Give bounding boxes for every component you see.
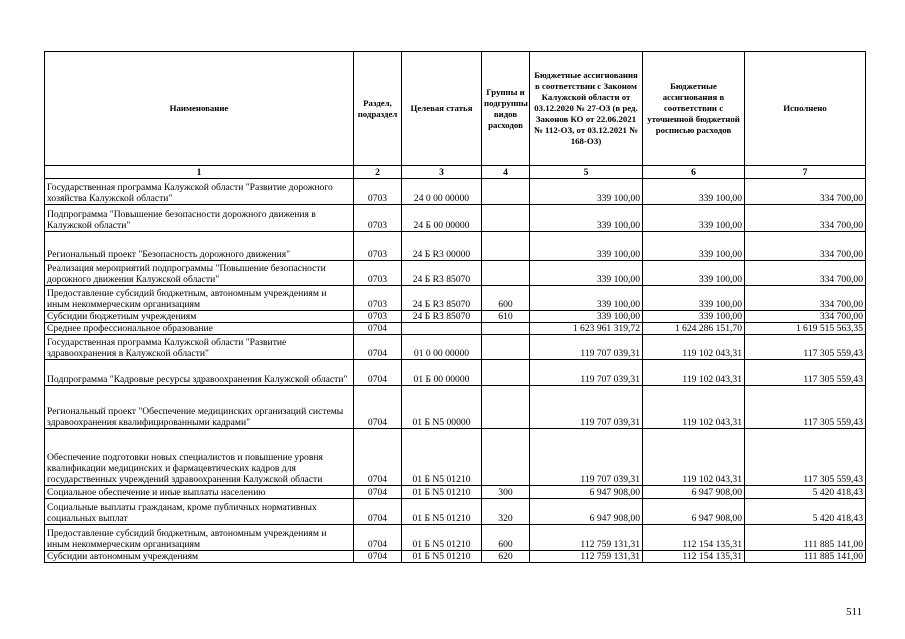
col-number: 1	[45, 166, 354, 179]
col-number: 7	[745, 166, 866, 179]
row-section: 0703	[354, 205, 402, 232]
row-refined-amount: 6 947 908,00	[643, 499, 745, 525]
table-row	[45, 179, 866, 205]
row-group: 600	[482, 286, 530, 311]
row-law-amount: 339 100,00	[530, 286, 643, 311]
table-row	[45, 261, 866, 286]
row-law-amount: 339 100,00	[530, 311, 643, 323]
row-executed-amount: 111 885 141,00	[745, 525, 866, 551]
table-row	[45, 205, 866, 232]
row-law-amount: 339 100,00	[530, 261, 643, 286]
table-row	[45, 360, 866, 386]
row-executed-amount: 5 420 418,43	[745, 499, 866, 525]
row-law-amount: 119 707 039,31	[530, 429, 643, 486]
row-group	[482, 429, 530, 486]
row-group: 600	[482, 525, 530, 551]
row-group: 620	[482, 551, 530, 563]
row-refined-amount: 339 100,00	[643, 261, 745, 286]
row-name: Региональный проект "Обеспечение медицинских организаций системы здравоохранения квалифицированными кадрами"	[45, 386, 354, 429]
header-groups: Группы и подгруппы видов расходов	[482, 52, 530, 166]
table-row	[45, 499, 866, 525]
row-executed-amount: 334 700,00	[745, 311, 866, 323]
row-executed-amount: 117 305 559,43	[745, 335, 866, 360]
row-law-amount: 339 100,00	[530, 205, 643, 232]
header-row	[45, 52, 866, 166]
row-law-amount: 339 100,00	[530, 232, 643, 261]
row-name: Реализация мероприятий подпрограммы "Повышение безопасности дорожного движения Калужской области"	[45, 261, 354, 286]
col-number: 6	[643, 166, 745, 179]
row-section: 0704	[354, 429, 402, 486]
row-name: Государственная программа Калужской области "Развитие дорожного хозяйства Калужской области"	[45, 179, 354, 205]
table-row	[45, 525, 866, 551]
row-executed-amount: 117 305 559,43	[745, 386, 866, 429]
row-executed-amount: 334 700,00	[745, 179, 866, 205]
row-law-amount: 6 947 908,00	[530, 499, 643, 525]
budget-table	[44, 51, 866, 563]
header-target: Целевая статья	[402, 52, 482, 166]
header-refined: Бюджетные ассигнования в соответствии с уточненной бюджетной росписью расходов	[643, 52, 745, 166]
row-refined-amount: 339 100,00	[643, 179, 745, 205]
row-section: 0704	[354, 525, 402, 551]
header-law: Бюджетные ассигнования в соответствии с Законом Калужской области от 03.12.2020 № 27-ОЗ (в ред. Законов КО от 22.06.2021 № 112-ОЗ, от 03.12.2021 № 168-ОЗ)	[530, 52, 643, 166]
row-target: 01 Б N5 01210	[402, 429, 482, 486]
col-number: 3	[402, 166, 482, 179]
row-refined-amount: 119 102 043,31	[643, 335, 745, 360]
row-refined-amount: 119 102 043,31	[643, 429, 745, 486]
row-law-amount: 119 707 039,31	[530, 335, 643, 360]
row-group: 610	[482, 311, 530, 323]
header-name: Наименование	[45, 52, 354, 166]
row-section: 0703	[354, 232, 402, 261]
row-section: 0704	[354, 386, 402, 429]
col-number: 4	[482, 166, 530, 179]
row-target: 01 Б N5 01210	[402, 486, 482, 499]
row-target: 01 Б N5 00000	[402, 386, 482, 429]
row-executed-amount: 1 619 515 563,35	[745, 323, 866, 335]
row-executed-amount: 334 700,00	[745, 232, 866, 261]
row-refined-amount: 339 100,00	[643, 286, 745, 311]
row-name: Государственная программа Калужской области "Развитие здравоохранения в Калужской области"	[45, 335, 354, 360]
row-refined-amount: 119 102 043,31	[643, 360, 745, 386]
row-target: 01 Б N5 01210	[402, 499, 482, 525]
row-target: 01 Б N5 01210	[402, 551, 482, 563]
row-name: Субсидии бюджетным учреждениям	[45, 311, 354, 323]
row-law-amount: 119 707 039,31	[530, 386, 643, 429]
row-law-amount: 112 759 131,31	[530, 551, 643, 563]
col-number: 2	[354, 166, 402, 179]
column-numbers-row	[45, 166, 866, 179]
row-target: 24 Б R3 85070	[402, 286, 482, 311]
row-target: 24 Б R3 85070	[402, 311, 482, 323]
page-number: 511	[846, 606, 863, 618]
row-section: 0704	[354, 335, 402, 360]
row-section: 0703	[354, 286, 402, 311]
row-law-amount: 6 947 908,00	[530, 486, 643, 499]
row-section: 0704	[354, 551, 402, 563]
row-law-amount: 1 623 961 319,72	[530, 323, 643, 335]
row-group	[482, 205, 530, 232]
row-group	[482, 323, 530, 335]
row-target: 01 0 00 00000	[402, 335, 482, 360]
col-number: 5	[530, 166, 643, 179]
table-row	[45, 311, 866, 323]
row-target: 24 0 00 00000	[402, 179, 482, 205]
table-row	[45, 232, 866, 261]
row-group: 320	[482, 499, 530, 525]
row-name: Социальные выплаты гражданам, кроме публичных нормативных социальных выплат	[45, 499, 354, 525]
row-section: 0704	[354, 360, 402, 386]
row-executed-amount: 117 305 559,43	[745, 360, 866, 386]
row-section: 0704	[354, 486, 402, 499]
row-refined-amount: 119 102 043,31	[643, 386, 745, 429]
row-section: 0704	[354, 499, 402, 525]
row-target: 24 Б R3 00000	[402, 232, 482, 261]
row-refined-amount: 1 624 286 151,70	[643, 323, 745, 335]
row-section: 0703	[354, 179, 402, 205]
row-name: Предоставление субсидий бюджетным, автономным учреждениям и иным некоммерческим организациям	[45, 525, 354, 551]
row-group	[482, 386, 530, 429]
row-executed-amount: 111 885 141,00	[745, 551, 866, 563]
table-body	[45, 179, 866, 563]
header-section: Раздел, подраздел	[354, 52, 402, 166]
header-executed: Исполнено	[745, 52, 866, 166]
table-row	[45, 551, 866, 563]
row-group: 300	[482, 486, 530, 499]
row-target	[402, 323, 482, 335]
row-executed-amount: 5 420 418,43	[745, 486, 866, 499]
row-name: Предоставление субсидий бюджетным, автономным учреждениям и иным некоммерческим организациям	[45, 286, 354, 311]
row-section: 0704	[354, 323, 402, 335]
row-target: 24 Б 00 00000	[402, 205, 482, 232]
table-row	[45, 486, 866, 499]
row-section: 0703	[354, 311, 402, 323]
row-law-amount: 119 707 039,31	[530, 360, 643, 386]
row-refined-amount: 112 154 135,31	[643, 551, 745, 563]
row-name: Обеспечение подготовки новых специалистов и повышение уровня квалификации медицинских и фармацевтических кадров для государственных учреждений здравоохранения Калужской области	[45, 429, 354, 486]
row-group	[482, 179, 530, 205]
row-name: Региональный проект "Безопасность дорожного движения"	[45, 232, 354, 261]
table-row	[45, 323, 866, 335]
row-group	[482, 261, 530, 286]
row-executed-amount: 117 305 559,43	[745, 429, 866, 486]
row-target: 24 Б R3 85070	[402, 261, 482, 286]
row-group	[482, 232, 530, 261]
row-name: Подпрограмма "Кадровые ресурсы здравоохранения Калужской области"	[45, 360, 354, 386]
table-row	[45, 386, 866, 429]
row-law-amount: 339 100,00	[530, 179, 643, 205]
table-row	[45, 286, 866, 311]
row-group	[482, 335, 530, 360]
row-executed-amount: 334 700,00	[745, 205, 866, 232]
row-target: 01 Б N5 01210	[402, 525, 482, 551]
row-target: 01 Б 00 00000	[402, 360, 482, 386]
row-refined-amount: 112 154 135,31	[643, 525, 745, 551]
row-executed-amount: 334 700,00	[745, 286, 866, 311]
row-executed-amount: 334 700,00	[745, 261, 866, 286]
row-law-amount: 112 759 131,31	[530, 525, 643, 551]
table-row	[45, 335, 866, 360]
row-name: Среднее профессиональное образование	[45, 323, 354, 335]
row-section: 0703	[354, 261, 402, 286]
row-name: Субсидии автономным учреждениям	[45, 551, 354, 563]
row-refined-amount: 6 947 908,00	[643, 486, 745, 499]
row-name: Подпрограмма "Повышение безопасности дорожного движения в Калужской области"	[45, 205, 354, 232]
row-refined-amount: 339 100,00	[643, 232, 745, 261]
row-name: Социальное обеспечение и иные выплаты населению	[45, 486, 354, 499]
row-group	[482, 360, 530, 386]
row-refined-amount: 339 100,00	[643, 205, 745, 232]
table-row	[45, 429, 866, 486]
row-refined-amount: 339 100,00	[643, 311, 745, 323]
